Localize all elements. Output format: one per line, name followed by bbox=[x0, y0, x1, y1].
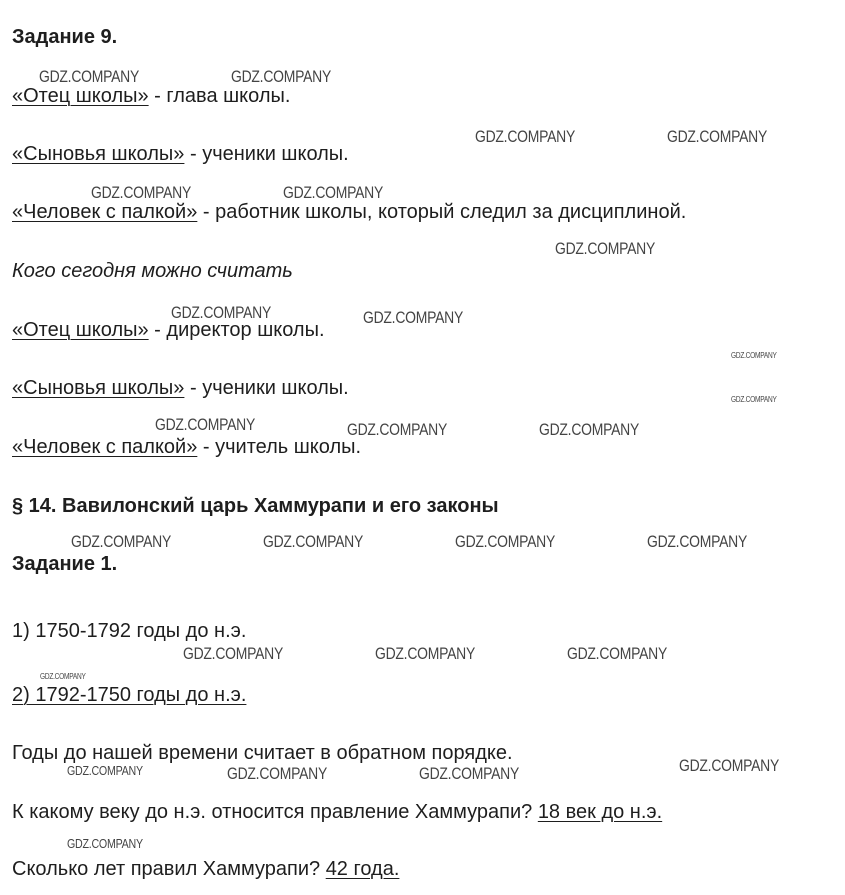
watermark: GDZ.COMPANY bbox=[419, 764, 520, 783]
question-line: Кого сегодня можно считать bbox=[12, 260, 293, 282]
definition-line bbox=[12, 84, 290, 108]
watermark: GDZ.COMPANY bbox=[555, 239, 656, 258]
task1-heading: Задание 1. bbox=[12, 553, 118, 575]
watermark: GDZ.COMPANY bbox=[39, 67, 140, 86]
question-text: Сколько лет правил Хаммурапи? bbox=[12, 858, 326, 880]
watermark: GDZ.COMPANY bbox=[731, 351, 777, 360]
watermark: GDZ.COMPANY bbox=[183, 644, 284, 663]
section-title: § 14. Вавилонский царь Хаммурапи и его законы bbox=[12, 495, 499, 517]
watermark: GDZ.COMPANY bbox=[227, 764, 328, 783]
answer: - директор школы. bbox=[148, 319, 325, 341]
watermark: GDZ.COMPANY bbox=[647, 532, 748, 551]
watermark: GDZ.COMPANY bbox=[91, 183, 192, 202]
term: «Сыновья школы» bbox=[12, 143, 185, 165]
answer-line bbox=[12, 376, 349, 400]
watermark: GDZ.COMPANY bbox=[455, 532, 556, 551]
watermark: GDZ.COMPANY bbox=[731, 395, 777, 404]
answer-line bbox=[12, 435, 361, 459]
term: «Человек с палкой» bbox=[12, 201, 198, 223]
watermark: GDZ.COMPANY bbox=[71, 532, 172, 551]
definition: - ученики школы. bbox=[184, 143, 349, 165]
task9-heading: Задание 9. bbox=[12, 26, 118, 48]
watermark: GDZ.COMPANY bbox=[363, 308, 464, 327]
question-years bbox=[12, 857, 399, 881]
watermark: GDZ.COMPANY bbox=[347, 420, 448, 439]
definition: - глава школы. bbox=[148, 85, 291, 107]
watermark: GDZ.COMPANY bbox=[667, 127, 768, 146]
term: «Отец школы» bbox=[12, 319, 149, 341]
watermark: GDZ.COMPANY bbox=[67, 763, 143, 778]
watermark: GDZ.COMPANY bbox=[375, 644, 476, 663]
watermark: GDZ.COMPANY bbox=[40, 672, 86, 681]
term: «Человек с палкой» bbox=[12, 436, 198, 458]
watermark: GDZ.COMPANY bbox=[475, 127, 576, 146]
watermark: GDZ.COMPANY bbox=[567, 644, 668, 663]
definition: - работник школы, который следил за дисциплиной. bbox=[197, 201, 687, 223]
answer-text: 18 век до н.э. bbox=[537, 801, 663, 823]
watermark: GDZ.COMPANY bbox=[679, 756, 780, 775]
term: «Отец школы» bbox=[12, 85, 149, 107]
question-century bbox=[12, 800, 662, 824]
definition-line bbox=[12, 200, 686, 224]
note-line: Годы до нашей времени считает в обратном порядке. bbox=[12, 742, 513, 764]
watermark: GDZ.COMPANY bbox=[231, 67, 332, 86]
answer-line bbox=[12, 318, 325, 342]
question-text: К какому веку до н.э. относится правление Хаммурапи? bbox=[12, 801, 538, 823]
option-2: 2) 1792-1750 годы до н.э. bbox=[12, 684, 247, 706]
definition-line bbox=[12, 142, 349, 166]
term: «Сыновья школы» bbox=[12, 377, 185, 399]
answer: - ученики школы. bbox=[184, 377, 349, 399]
answer-text: 42 года. bbox=[325, 858, 400, 880]
watermark: GDZ.COMPANY bbox=[155, 415, 256, 434]
watermark: GDZ.COMPANY bbox=[67, 836, 143, 851]
watermark: GDZ.COMPANY bbox=[539, 420, 640, 439]
watermark: GDZ.COMPANY bbox=[263, 532, 364, 551]
watermark: GDZ.COMPANY bbox=[171, 303, 272, 322]
answer: - учитель школы. bbox=[197, 436, 362, 458]
option-1: 1) 1750-1792 годы до н.э. bbox=[12, 620, 247, 642]
watermark: GDZ.COMPANY bbox=[283, 183, 384, 202]
